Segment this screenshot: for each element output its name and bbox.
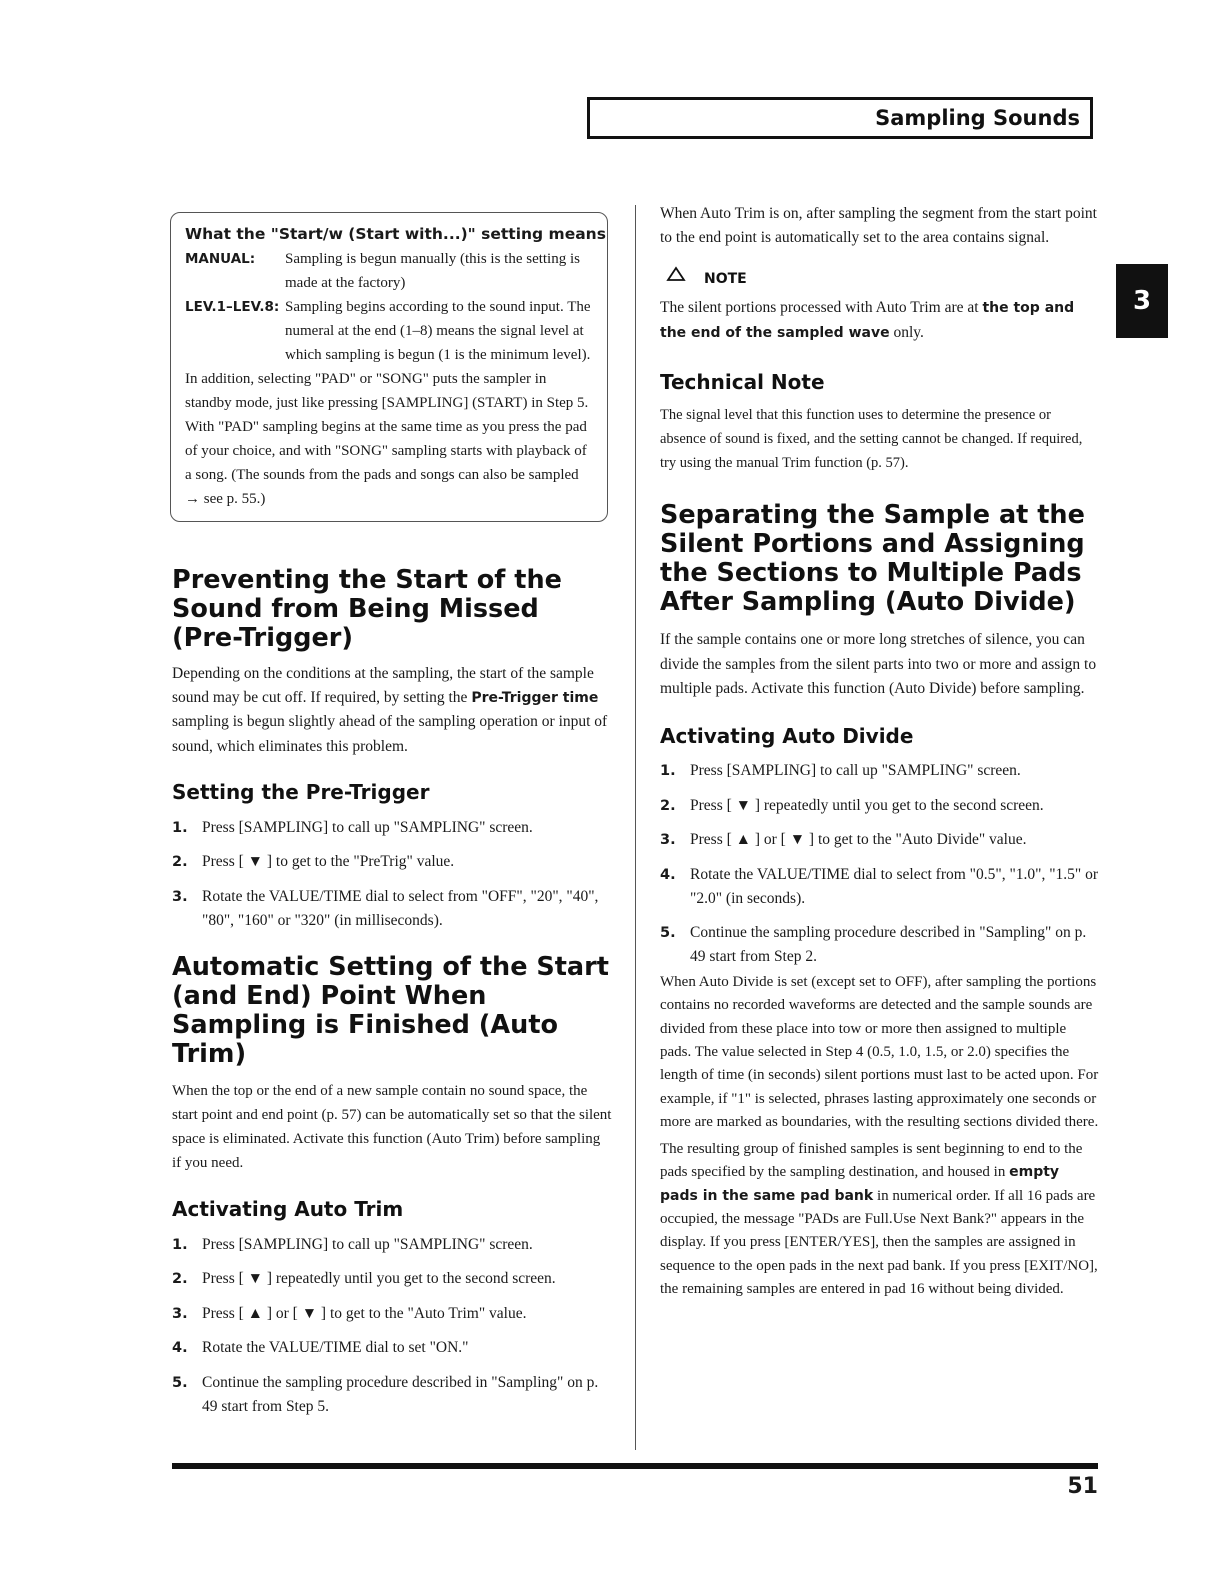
autodivide-steps	[660, 759, 1100, 969]
step-text: Rotate the VALUE/TIME dial to set "ON."	[202, 1339, 469, 1357]
definition-term: LEV.1–LEV.8:	[185, 299, 280, 315]
footer-rule	[172, 1463, 1098, 1469]
definition-desc: Sampling begins according to the sound input. The numeral at the end (1–8) means the signal level at which sampling is begun (1 is the minimum level).	[285, 299, 591, 363]
list-item	[172, 1336, 612, 1360]
autodivide-heading: Separating the Sample at the Silent Portions and Assigning the Sections to Multiple Pads After Sampling (Auto Divide)	[660, 500, 1085, 618]
autodivide-para1: When Auto Divide is set (except set to OFF), after sampling the portions contains no recorded waveforms are detected and the sample sounds are divided from these place into tow or more then assigned to multiple pads. The value selected in Step 4 (0.5, 1.0, 1.5, or 2.0) specifies the length of time (in seconds) silent portions must last to be acted upon. For example, if "1" is selected, phrases lasting approximately one seconds or more are marked as boundaries, with the resulting sections divided there.	[660, 974, 1099, 1130]
left-column	[172, 212, 612, 1429]
definition-row	[185, 247, 593, 295]
list-item	[172, 1233, 612, 1257]
step-text: Press [SAMPLING] to call up "SAMPLING" screen.	[690, 762, 1021, 780]
para2-b: in numerical order. If all 16 pads are occupied, the message "PADs are Full.Use Next Bank?" appears in the display. If you press [ENTER/YES], then the samples are assigned in sequence to the open pads in the next pad bank. If you press [EXIT/NO], the remaining samples are entered in pad 16 without being divided.	[660, 1187, 1098, 1297]
pretrigger-intro-b: sampling is begun slightly ahead of the sampling operation or input of sound, which eliminates this problem.	[172, 713, 608, 755]
list-item	[660, 828, 1100, 852]
list-item	[172, 850, 612, 874]
step-text: Press [ ▼ ] repeatedly until you get to the second screen.	[690, 796, 1044, 814]
pretrigger-heading: Preventing the Start of the Sound from Being Missed (Pre-Trigger)	[172, 565, 562, 653]
pretrigger-intro-a: Depending on the conditions at the sampling, the start of the sample sound may be cut off. If required, by setting the	[172, 665, 594, 707]
running-header-title: Sampling Sounds	[875, 106, 1080, 130]
note-box-title: What the "Start/w (Start with...)" setting means	[185, 225, 606, 243]
step-text: Press [ ▲ ] or [ ▼ ] to get to the "Auto Trim" value.	[202, 1304, 527, 1322]
step-text: Continue the sampling procedure described in "Sampling" on p. 49 start from Step 5.	[202, 1373, 599, 1415]
step-text: Press [ ▼ ] to get to the "PreTrig" value.	[202, 853, 455, 871]
list-item	[660, 921, 1100, 969]
note-text-bold: the top and the end of the sampled wave	[660, 300, 1075, 341]
list-item	[172, 816, 612, 840]
page-number: 51	[1067, 1474, 1098, 1499]
note-label: NOTE	[704, 271, 747, 288]
step-text: Press [ ▼ ] repeatedly until you get to the second screen.	[202, 1270, 556, 1288]
definition-term: MANUAL:	[185, 251, 256, 267]
autotrim-after: When Auto Trim is on, after sampling the segment from the start point to the end point is automatically set to the area contains signal.	[660, 205, 1097, 247]
step-number: 2.	[660, 797, 676, 814]
para2-a: The resulting group of finished samples is sent beginning to end to the pads specified by the sampling destination, and housed in	[660, 1141, 1083, 1181]
activating-autotrim-heading: Activating Auto Trim	[172, 1196, 404, 1221]
step-text: Rotate the VALUE/TIME dial to select from "OFF", "20", "40", "80", "160" or "320" (in milliseconds).	[202, 887, 599, 929]
technical-note-heading: Technical Note	[660, 369, 825, 394]
step-text: Press [SAMPLING] to call up "SAMPLING" screen.	[202, 1235, 533, 1253]
list-item	[172, 1267, 612, 1291]
step-number: 2.	[172, 1271, 188, 1288]
pretrigger-steps	[172, 816, 612, 933]
list-item	[172, 1371, 612, 1419]
step-number: 5.	[172, 1374, 188, 1391]
note-text	[660, 296, 1100, 344]
note-text-b: only.	[893, 323, 924, 341]
step-text: Rotate the VALUE/TIME dial to select from "0.5", "1.0", "1.5" or "2.0" (in seconds).	[690, 865, 1099, 907]
step-text: Continue the sampling procedure described in "Sampling" on p. 49 start from Step 2.	[690, 924, 1087, 966]
step-number: 3.	[172, 888, 188, 905]
list-item	[660, 863, 1100, 911]
autodivide-para2	[660, 1138, 1100, 1301]
step-number: 3.	[172, 1305, 188, 1322]
note-box-body: In addition, selecting "PAD" or "SONG" puts the sampler in standby mode, just like pressing [SAMPLING] (START) in Step 5. With "PAD" sampling begins at the same time as you press the pad of your choice, and with "SONG" sampling starts with playback of a song. (The sounds from the pads and songs can also be sampled → see p. 55.)	[185, 371, 589, 507]
list-item	[660, 759, 1100, 783]
step-number: 1.	[172, 1236, 188, 1253]
pretrigger-intro-bold: Pre-Trigger time	[471, 690, 599, 707]
step-number: 3.	[660, 832, 676, 849]
note-icon	[660, 266, 1100, 292]
step-number: 4.	[660, 866, 676, 883]
start-with-note-box	[170, 212, 608, 522]
step-number: 1.	[660, 763, 676, 780]
list-item	[660, 794, 1100, 818]
autodivide-intro: If the sample contains one or more long stretches of silence, you can divide the samples from the silent parts into two or more and assign to multiple pads. Activate this function (Auto Divide) before sampling.	[660, 631, 1097, 697]
para2-bold: empty pads in the same pad bank	[660, 1164, 1060, 1204]
setting-pretrigger-heading: Setting the Pre-Trigger	[172, 779, 430, 804]
list-item	[172, 1302, 612, 1326]
step-number: 4.	[172, 1340, 188, 1357]
step-text: Press [SAMPLING] to call up "SAMPLING" screen.	[202, 818, 533, 836]
note-text-a: The silent portions processed with Auto Trim are at	[660, 299, 979, 317]
step-number: 5.	[660, 925, 676, 942]
right-column	[660, 202, 1100, 1301]
chapter-tab: 3	[1116, 264, 1168, 338]
definition-desc: Sampling is begun manually (this is the setting is made at the factory)	[285, 251, 580, 291]
step-text: Press [ ▲ ] or [ ▼ ] to get to the "Auto Divide" value.	[690, 831, 1027, 849]
definition-row	[185, 295, 593, 367]
autotrim-intro: When the top or the end of a new sample contain no sound space, the start point and end point (p. 57) can be automatically set so that the silent space is eliminated. Activate this function (Auto Trim) before sampling if you need.	[172, 1082, 612, 1172]
pretrigger-intro	[172, 662, 612, 759]
autotrim-steps	[172, 1233, 612, 1419]
list-item	[172, 885, 612, 933]
step-number: 1.	[172, 819, 188, 836]
activating-autodivide-heading: Activating Auto Divide	[660, 724, 914, 749]
technical-note-body: The signal level that this function uses to determine the presence or absence of sound is fixed, and the setting cannot be changed. If required, try using the manual Trim function (p. 57).	[660, 406, 1083, 472]
column-divider	[635, 205, 636, 1450]
autotrim-heading: Automatic Setting of the Start (and End) Point When Sampling is Finished (Auto Trim)	[172, 951, 609, 1069]
running-header	[587, 97, 1093, 139]
note-block	[660, 266, 1100, 344]
step-number: 2.	[172, 854, 188, 871]
